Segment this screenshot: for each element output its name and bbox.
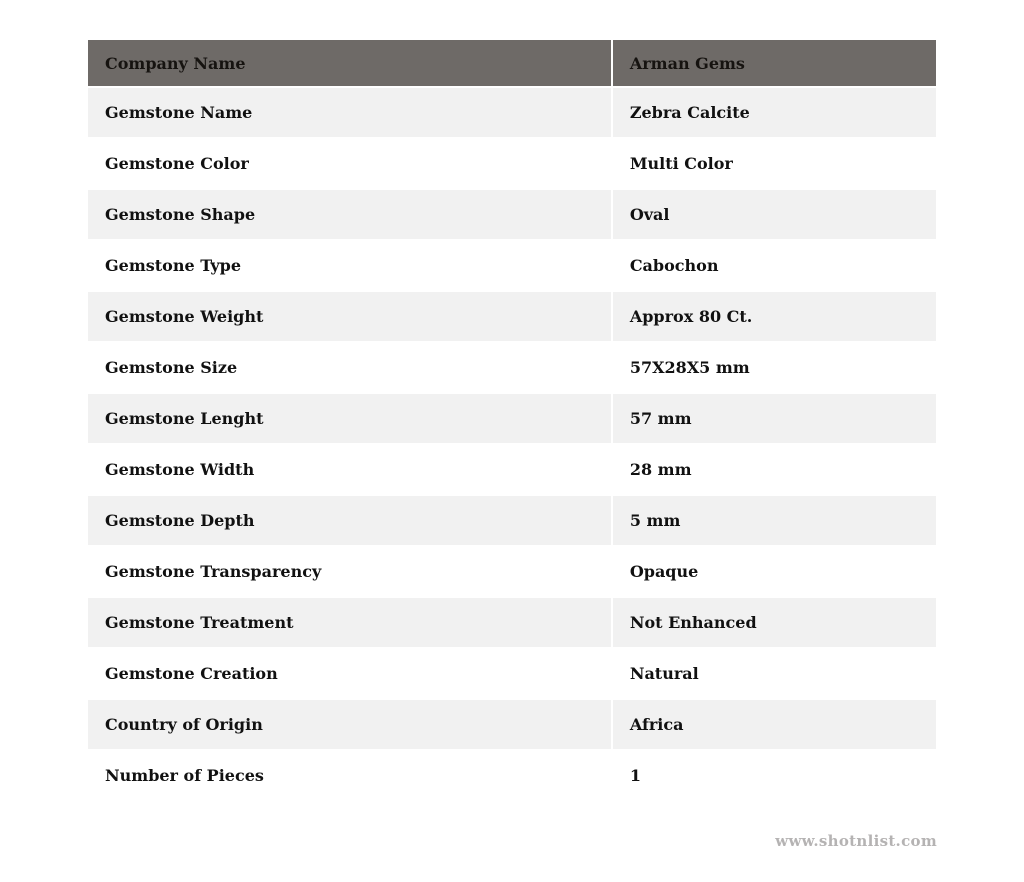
spec-value: Opaque (613, 547, 936, 596)
spec-label: Gemstone Type (88, 241, 611, 290)
spec-label: Gemstone Transparency (88, 547, 611, 596)
table-row (88, 649, 936, 698)
spec-value: Zebra Calcite (613, 88, 936, 137)
spec-value: Not Enhanced (613, 598, 936, 647)
spec-value: Africa (613, 700, 936, 749)
header-company-label: Company Name (88, 40, 611, 86)
table-row (88, 139, 936, 188)
table-row (88, 445, 936, 494)
gemstone-spec-table (86, 38, 938, 802)
spec-value: 5 mm (613, 496, 936, 545)
spec-label: Gemstone Depth (88, 496, 611, 545)
table-row (88, 292, 936, 341)
spec-value: 57 mm (613, 394, 936, 443)
spec-label: Gemstone Weight (88, 292, 611, 341)
spec-value: 1 (613, 751, 936, 800)
table-row (88, 751, 936, 800)
table-row (88, 547, 936, 596)
spec-value: Multi Color (613, 139, 936, 188)
spec-label: Gemstone Name (88, 88, 611, 137)
table-row (88, 88, 936, 137)
table-row (88, 394, 936, 443)
table-header-row (88, 40, 936, 86)
spec-label: Gemstone Treatment (88, 598, 611, 647)
spec-label: Gemstone Size (88, 343, 611, 392)
table-row (88, 700, 936, 749)
table-row (88, 598, 936, 647)
spec-label: Gemstone Lenght (88, 394, 611, 443)
spec-label: Gemstone Creation (88, 649, 611, 698)
spec-value: Oval (613, 190, 936, 239)
table-row (88, 343, 936, 392)
table-row (88, 241, 936, 290)
spec-label: Gemstone Shape (88, 190, 611, 239)
spec-value: Natural (613, 649, 936, 698)
header-company-value: Arman Gems (613, 40, 936, 86)
spec-table-body (88, 88, 936, 800)
spec-value: Cabochon (613, 241, 936, 290)
spec-label: Country of Origin (88, 700, 611, 749)
spec-value: Approx 80 Ct. (613, 292, 936, 341)
spec-value: 57X28X5 mm (613, 343, 936, 392)
table-row (88, 190, 936, 239)
spec-label: Number of Pieces (88, 751, 611, 800)
table-row (88, 496, 936, 545)
spec-value: 28 mm (613, 445, 936, 494)
spec-label: Gemstone Width (88, 445, 611, 494)
spec-label: Gemstone Color (88, 139, 611, 188)
watermark-text: www.shotnlist.com (775, 832, 937, 850)
